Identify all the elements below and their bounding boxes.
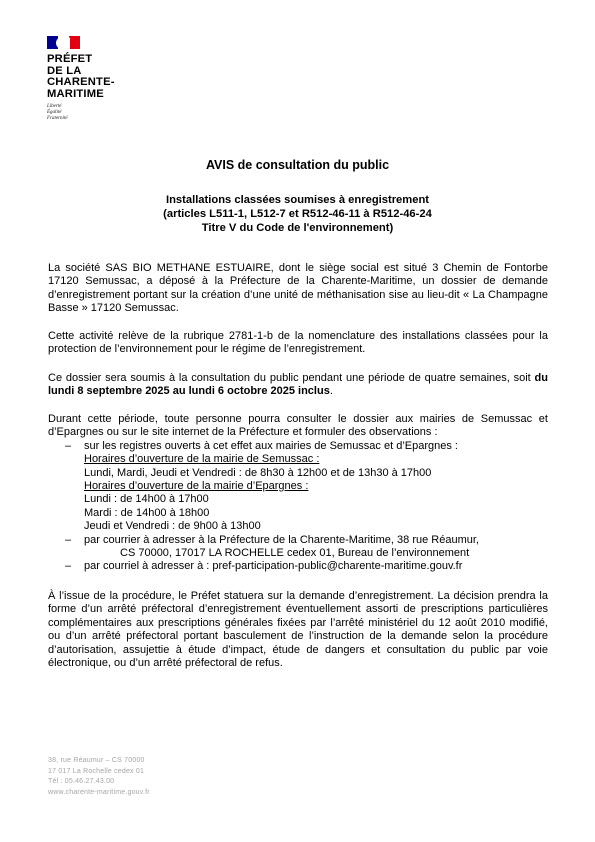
paragraph-consultation-period: Ce dossier sera soumis à la consultation du public pendant une période de quatre semaines, soit du lundi 8 septembre 2025 au lundi 6 octobre 2025 inclus. [48,372,548,398]
semussac-hours-heading: Horaires d’ouverture de la mairie de Semussac : [84,453,320,466]
consultation-list [48,440,548,574]
document-subtitle: Installations classées soumises à enregistrement (articles L511-1, L512-7 et R512-46-11 à R512-46-24 Titre V du Code de l'environnement) [163,194,432,234]
footer-address: 38, rue Réaumur – CS 70000 17 017 La Rochelle cedex 01 Tél : 05.46.27.43.00 www.charente-maritime.gouv.fr [48,756,150,798]
list-item-registers: – sur les registres ouverts à cet effet aux mairies de Semussac et d’Epargnes : Horaires d’ouverture de la mairie de Semussac : Lundi, Mardi, Jeudi et Vendredi : de 8h30 à 12h00 et de 13h30 à 17h00 Horaires d’ouverture de la mairie d’Epargnes : Lundi : de 14h00 à 17h00 Mardi : de 14h00 à 18h00 Jeudi et Vendredi : de 9h00 à 13h00 [48,440,548,534]
consultation-dates: du lundi 8 septembre 2025 au lundi 6 octobre 2025 inclus [48,372,548,398]
list-item-email: – par courriel à adresser à : pref-participation-public@charente-maritime.gouv.fr [48,560,548,573]
marianne-flag-icon [47,36,80,49]
list-item-mail: – par courrier à adresser à la Préfecture de la Charente-Maritime, 38 rue Réaumur, CS 70000, 17017 LA ROCHELLE cedex 01, Bureau de l’environnement [48,534,548,561]
epargnes-hours-heading: Horaires d’ouverture de la mairie d’Epargnes : [84,480,309,493]
republic-motto: Liberté Égalité Fraternité [47,104,68,122]
paragraph-consultation-modes: Durant cette période, toute personne pourra consulter le dossier aux mairies de Semussac et d’Epargnes ou sur le site internet de la Préfecture et formuler des observations : – sur les registres ouverts à cet effet aux mairies de Semussac et d’Epargnes : Horaires d’ouverture de la mairie de Semussac : Lundi, Mardi, Jeudi et Vendredi : de 8h30 à 12h00 et de 13h30 à 17h00 Horaires d’ouverture de la mairie d’Epargnes : Lundi : de 14h00 à 17h00 Mardi : de 14h00 à 18h00 Jeudi et Vendredi : de 9h00 à 13h00 – par courrier à adresser à la Préfecture de la Charente-Maritime, 38 rue Réaumur, CS 70000, 17017 LA ROCHELLE cedex 01, Bureau de l’environnement – par courriel à adresser à : pref-participation-public@charente-maritime.gouv.fr [48,413,548,574]
website-link[interactable]: www.charente-maritime.gouv.fr [48,788,150,796]
paragraph-request: La société SAS BIO METHANE ESTUAIRE, dont le siège social est situé 3 Chemin de Fontorbe 17120 Semussac, a déposé à la Préfecture de la Charente-Maritime, un dossier de demande d’enregistrement portant sur la création d’une unité de méthanisation sise au lieu-dit « La Champagne Basse » 17120 Semussac. [48,262,548,315]
paragraph-classification: Cette activité relève de la rubrique 2781-1-b de la nomenclature des installations classées pour la protection de l’environnement pour le régime de l’enregistrement. [48,330,548,356]
document-title: AVIS de consultation du public [205,158,390,172]
semussac-hours: Lundi, Mardi, Jeudi et Vendredi : de 8h30 à 12h00 et de 13h30 à 17h00 [84,466,432,479]
prefet-wordmark: PRÉFET DE LA CHARENTE- MARITIME [47,53,115,100]
paragraph-decision: À l’issue de la procédure, le Préfet statuera sur la demande d’enregistrement. La décision prendra la forme d’un arrêté préfectoral d’enregistrement éventuellement assorti de prescriptions particulières complémentaires aux prescriptions générales fixées par l’arrêté ministériel du 12 août 2010 modifié, ou d’un arrêté préfectoral portant basculement de l’instruction de la demande selon la procédure d’autorisation, assujettie à étude d’impact, étude de dangers et consultation du public par voie électronique, ou d’un arrêté préfectoral de refus. [48,590,548,670]
prefecture-logo [47,36,137,122]
